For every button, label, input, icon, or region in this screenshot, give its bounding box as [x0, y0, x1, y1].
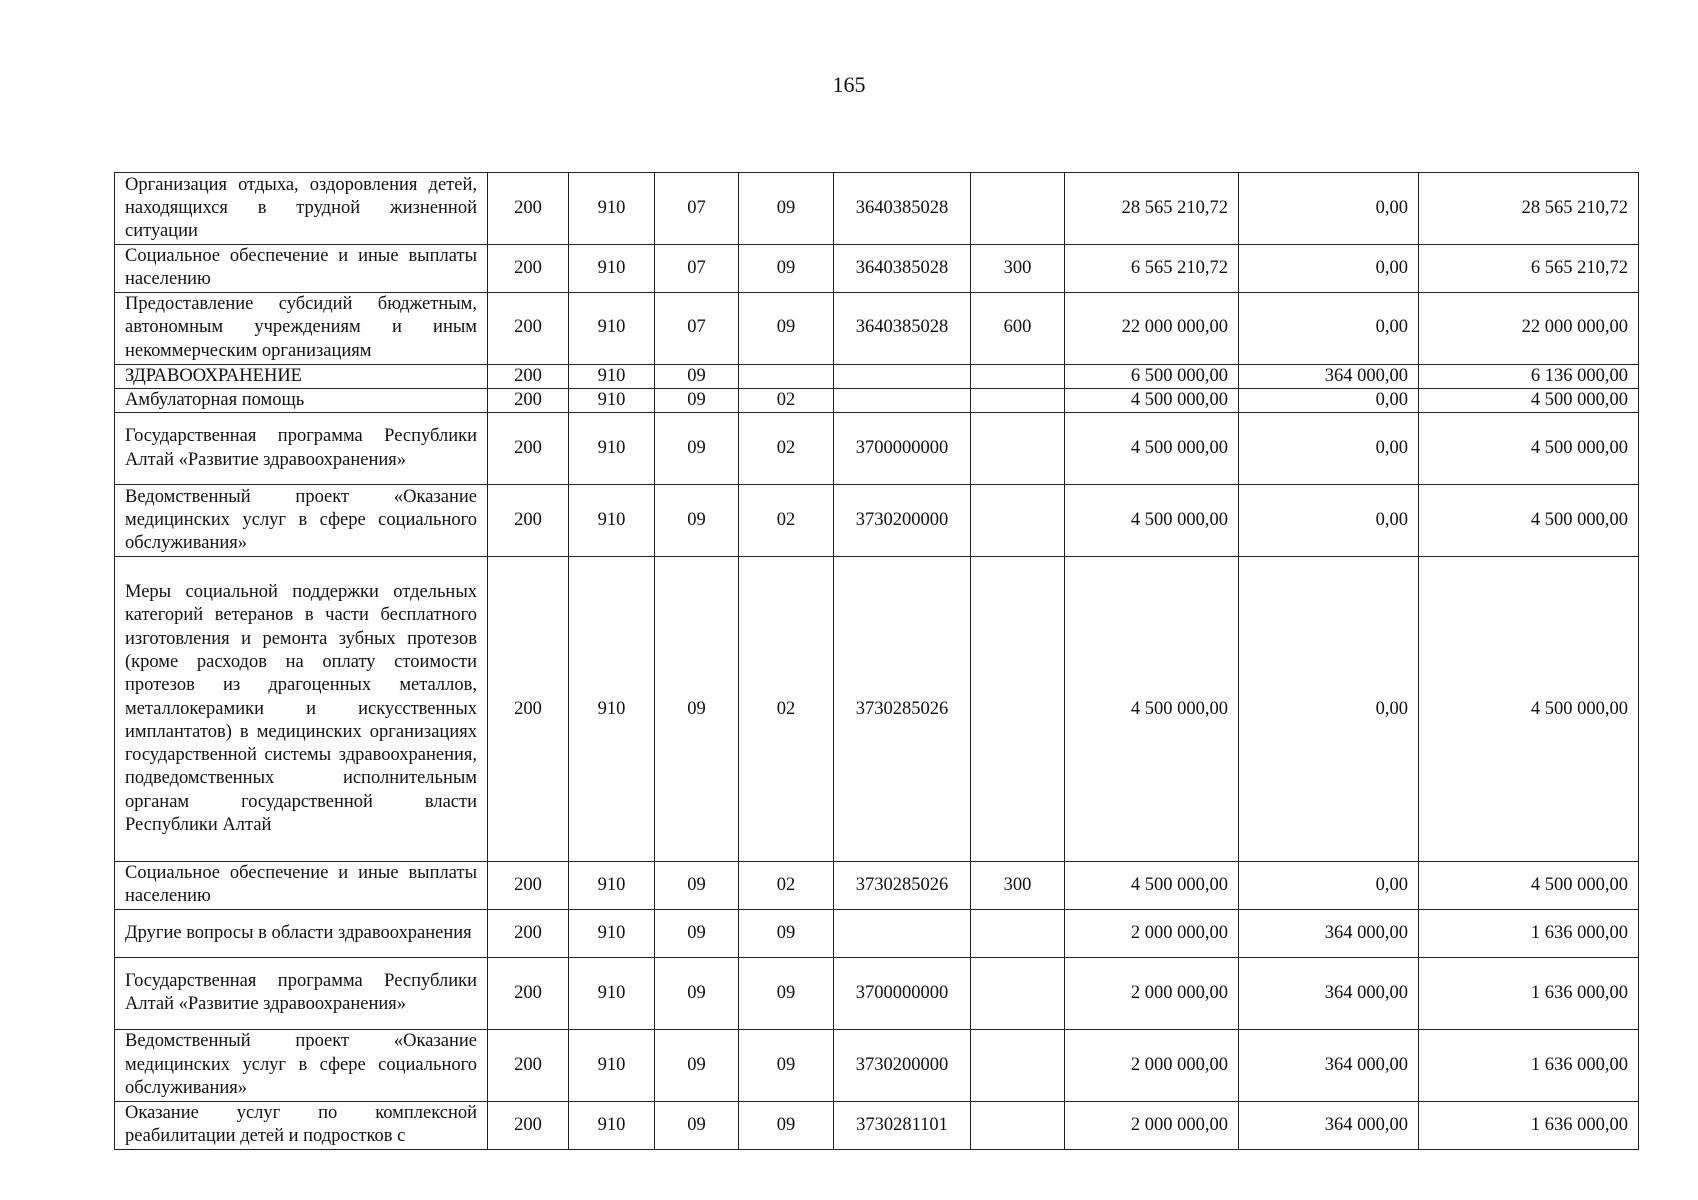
target-article-cell: 3640385028	[834, 292, 971, 364]
change-amount-cell: 0,00	[1239, 413, 1419, 485]
subsection-code-cell: 02	[739, 413, 834, 485]
amount-cell: 2 000 000,00	[1065, 909, 1239, 957]
code-cell: 200	[488, 557, 569, 862]
total-amount-cell: 1 636 000,00	[1419, 1101, 1639, 1149]
target-article-cell: 3730200000	[834, 485, 971, 557]
change-amount-cell: 0,00	[1239, 485, 1419, 557]
table-row	[115, 245, 1639, 293]
target-article-cell: 3730200000	[834, 1029, 971, 1101]
total-amount-cell: 6 565 210,72	[1419, 245, 1639, 293]
row-name-cell: Ведомственный проект «Оказание медицинских услуг в сфере социального обслуживания»	[115, 485, 488, 557]
target-article-cell: 3730281101	[834, 1101, 971, 1149]
total-amount-cell: 4 500 000,00	[1419, 557, 1639, 862]
target-article-cell: 3700000000	[834, 413, 971, 485]
ministry-code-cell: 910	[569, 1101, 655, 1149]
subsection-code-cell: 02	[739, 862, 834, 910]
table-row	[115, 292, 1639, 364]
section-code-cell: 09	[655, 485, 739, 557]
amount-cell: 2 000 000,00	[1065, 1029, 1239, 1101]
amount-cell: 4 500 000,00	[1065, 388, 1239, 412]
code-cell: 200	[488, 909, 569, 957]
subsection-code-cell: 02	[739, 557, 834, 862]
total-amount-cell: 4 500 000,00	[1419, 485, 1639, 557]
ministry-code-cell: 910	[569, 388, 655, 412]
code-cell: 200	[488, 413, 569, 485]
change-amount-cell: 364 000,00	[1239, 1101, 1419, 1149]
code-cell: 200	[488, 957, 569, 1029]
change-amount-cell: 364 000,00	[1239, 364, 1419, 388]
code-cell: 200	[488, 862, 569, 910]
total-amount-cell: 4 500 000,00	[1419, 388, 1639, 412]
section-code-cell: 07	[655, 292, 739, 364]
table-row	[115, 862, 1639, 910]
expense-type-cell	[971, 173, 1065, 245]
table-row	[115, 173, 1639, 245]
section-code-cell: 09	[655, 909, 739, 957]
target-article-cell: 3640385028	[834, 173, 971, 245]
section-code-cell: 09	[655, 364, 739, 388]
total-amount-cell: 6 136 000,00	[1419, 364, 1639, 388]
target-article-cell: 3700000000	[834, 957, 971, 1029]
row-name-cell: Оказание услуг по комплексной реабилитации детей и подростков с	[115, 1101, 488, 1149]
total-amount-cell: 1 636 000,00	[1419, 957, 1639, 1029]
subsection-code-cell: 09	[739, 1101, 834, 1149]
table-row	[115, 485, 1639, 557]
subsection-code-cell: 09	[739, 1029, 834, 1101]
section-code-cell: 09	[655, 388, 739, 412]
code-cell: 200	[488, 173, 569, 245]
table-row	[115, 413, 1639, 485]
row-name-cell: Социальное обеспечение и иные выплаты населению	[115, 245, 488, 293]
row-name-cell: Организация отдыха, оздоровления детей, находящихся в трудной жизненной ситуации	[115, 173, 488, 245]
table-body	[115, 173, 1639, 1150]
section-code-cell: 09	[655, 957, 739, 1029]
table-row	[115, 957, 1639, 1029]
section-code-cell: 07	[655, 173, 739, 245]
subsection-code-cell: 09	[739, 245, 834, 293]
change-amount-cell: 0,00	[1239, 245, 1419, 293]
amount-cell: 28 565 210,72	[1065, 173, 1239, 245]
row-name-cell: Ведомственный проект «Оказание медицинских услуг в сфере социального обслуживания»	[115, 1029, 488, 1101]
change-amount-cell: 0,00	[1239, 292, 1419, 364]
total-amount-cell: 1 636 000,00	[1419, 1029, 1639, 1101]
subsection-code-cell	[739, 364, 834, 388]
row-name-cell: Государственная программа Республики Алтай «Развитие здравоохранения»	[115, 957, 488, 1029]
section-code-cell: 09	[655, 413, 739, 485]
expense-type-cell: 300	[971, 862, 1065, 910]
change-amount-cell: 364 000,00	[1239, 909, 1419, 957]
total-amount-cell: 28 565 210,72	[1419, 173, 1639, 245]
page-number: 165	[832, 72, 866, 97]
ministry-code-cell: 910	[569, 413, 655, 485]
ministry-code-cell: 910	[569, 292, 655, 364]
table-row	[115, 388, 1639, 412]
change-amount-cell: 0,00	[1239, 173, 1419, 245]
target-article-cell	[834, 364, 971, 388]
section-code-cell: 07	[655, 245, 739, 293]
expense-type-cell: 300	[971, 245, 1065, 293]
change-amount-cell: 364 000,00	[1239, 1029, 1419, 1101]
target-article-cell: 3730285026	[834, 557, 971, 862]
row-name-cell: Меры социальной поддержки отдельных категорий ветеранов в части бесплатного изготовления и ремонта зубных протезов (кроме расходов на оплату стоимости протезов из драгоценных металлов, металлокерамики и искусственных имплантатов) в медицинских организациях государственной системы здравоохранения, подведомственных исполнительным органам государственной власти Республики Алтай	[115, 557, 488, 862]
amount-cell: 4 500 000,00	[1065, 862, 1239, 910]
total-amount-cell: 22 000 000,00	[1419, 292, 1639, 364]
amount-cell: 4 500 000,00	[1065, 413, 1239, 485]
target-article-cell: 3730285026	[834, 862, 971, 910]
row-name-cell: Другие вопросы в области здравоохранения	[115, 909, 488, 957]
row-name-cell: Социальное обеспечение и иные выплаты населению	[115, 862, 488, 910]
ministry-code-cell: 910	[569, 245, 655, 293]
target-article-cell	[834, 909, 971, 957]
code-cell: 200	[488, 1101, 569, 1149]
expense-type-cell	[971, 909, 1065, 957]
subsection-code-cell: 09	[739, 173, 834, 245]
ministry-code-cell: 910	[569, 909, 655, 957]
subsection-code-cell: 09	[739, 957, 834, 1029]
total-amount-cell: 1 636 000,00	[1419, 909, 1639, 957]
section-code-cell: 09	[655, 862, 739, 910]
section-code-cell: 09	[655, 1101, 739, 1149]
section-code-cell: 09	[655, 1029, 739, 1101]
ministry-code-cell: 910	[569, 957, 655, 1029]
row-name-cell: Амбулаторная помощь	[115, 388, 488, 412]
code-cell: 200	[488, 245, 569, 293]
table-row	[115, 1029, 1639, 1101]
code-cell: 200	[488, 364, 569, 388]
expense-type-cell	[971, 413, 1065, 485]
ministry-code-cell: 910	[569, 173, 655, 245]
code-cell: 200	[488, 388, 569, 412]
total-amount-cell: 4 500 000,00	[1419, 862, 1639, 910]
amount-cell: 2 000 000,00	[1065, 1101, 1239, 1149]
expense-type-cell	[971, 1101, 1065, 1149]
ministry-code-cell: 910	[569, 1029, 655, 1101]
code-cell: 200	[488, 292, 569, 364]
subsection-code-cell: 09	[739, 909, 834, 957]
target-article-cell: 3640385028	[834, 245, 971, 293]
code-cell: 200	[488, 485, 569, 557]
change-amount-cell: 364 000,00	[1239, 957, 1419, 1029]
table-row	[115, 364, 1639, 388]
change-amount-cell: 0,00	[1239, 557, 1419, 862]
subsection-code-cell: 02	[739, 485, 834, 557]
table-row	[115, 557, 1639, 862]
target-article-cell	[834, 388, 971, 412]
amount-cell: 6 500 000,00	[1065, 364, 1239, 388]
row-name-cell: Предоставление субсидий бюджетным, автономным учреждениям и иным некоммерческим организациям	[115, 292, 488, 364]
ministry-code-cell: 910	[569, 862, 655, 910]
amount-cell: 4 500 000,00	[1065, 557, 1239, 862]
expense-type-cell: 600	[971, 292, 1065, 364]
expense-type-cell	[971, 557, 1065, 862]
amount-cell: 22 000 000,00	[1065, 292, 1239, 364]
ministry-code-cell: 910	[569, 364, 655, 388]
subsection-code-cell: 09	[739, 292, 834, 364]
expense-type-cell	[971, 485, 1065, 557]
amount-cell: 6 565 210,72	[1065, 245, 1239, 293]
code-cell: 200	[488, 1029, 569, 1101]
ministry-code-cell: 910	[569, 485, 655, 557]
amount-cell: 4 500 000,00	[1065, 485, 1239, 557]
budget-table	[114, 172, 1639, 1150]
expense-type-cell	[971, 364, 1065, 388]
table-row	[115, 909, 1639, 957]
expense-type-cell	[971, 388, 1065, 412]
total-amount-cell: 4 500 000,00	[1419, 413, 1639, 485]
section-code-cell: 09	[655, 557, 739, 862]
change-amount-cell: 0,00	[1239, 388, 1419, 412]
expense-type-cell	[971, 1029, 1065, 1101]
row-name-cell: ЗДРАВООХРАНЕНИЕ	[115, 364, 488, 388]
row-name-cell: Государственная программа Республики Алтай «Развитие здравоохранения»	[115, 413, 488, 485]
amount-cell: 2 000 000,00	[1065, 957, 1239, 1029]
subsection-code-cell: 02	[739, 388, 834, 412]
expense-type-cell	[971, 957, 1065, 1029]
table-row	[115, 1101, 1639, 1149]
ministry-code-cell: 910	[569, 557, 655, 862]
change-amount-cell: 0,00	[1239, 862, 1419, 910]
